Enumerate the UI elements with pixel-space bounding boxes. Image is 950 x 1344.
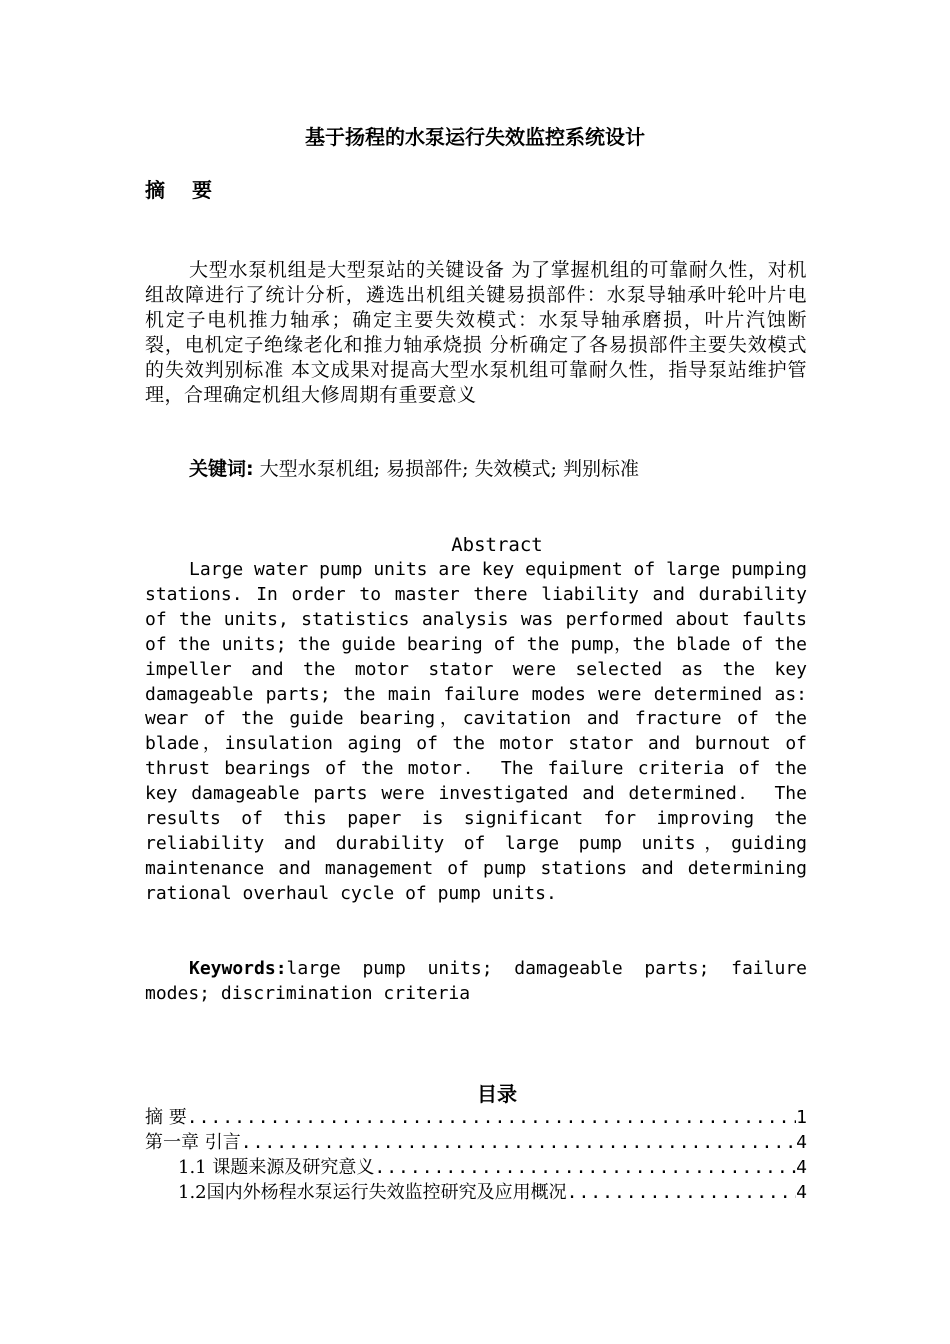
abstract-en-keywords xyxy=(145,956,807,1006)
keywords-en-label: Keywords: xyxy=(189,958,287,979)
toc-entry-chapter-1[interactable] xyxy=(145,1130,807,1155)
toc-entry-text: 1.2国内外杨程水泵运行失效监控研究及应用概况 xyxy=(178,1182,567,1203)
toc-leader-dots xyxy=(187,1105,796,1130)
abstract-cn-heading: 摘 要 xyxy=(145,178,222,202)
abstract-cn-keywords xyxy=(189,457,639,482)
keywords-cn-label: 关键词: xyxy=(189,458,254,480)
keywords-cn-text: 大型水泵机组; 易损部件; 失效模式; 判别标准 xyxy=(253,458,639,480)
toc-heading: 目录 xyxy=(477,1082,517,1106)
toc-leader-dots xyxy=(567,1180,797,1205)
toc-entry-page: 4 xyxy=(796,1157,807,1178)
toc-entry-page: 4 xyxy=(796,1132,807,1153)
abstract-en-heading: Abstract xyxy=(451,534,543,556)
abstract-cn-body: 大型水泵机组是大型泵站的关键设备 为了掌握机组的可靠耐久性，对机组故障进行了统计分析，遴选出机组关键易损部件：水泵导轴承叶轮叶片电机定子电机推力轴承；确定主要失效模式：水泵导轴承磨损，叶片汽蚀断裂，电机定子绝缘老化和推力轴承烧损 分析确定了各易损部件主要失效模式的失效判别标准 本文成果对提高大型水泵机组可靠耐久性，指导泵站维护管理，合理确定机组大修周期有重要意义 xyxy=(145,259,807,406)
table-of-contents xyxy=(145,1105,807,1205)
toc-entry-text: 摘 要 xyxy=(145,1107,187,1128)
abstract-en-body: Large water pump units are key equipment of large pumping stations. In order to master there liability and durability of the units, statistics analysis was performed about faults of the units; the guide bearing of the pump，the blade of the impeller and the motor stator were selected as the key damageable parts; the main failure modes were determined as: wear of the guide bearing，cavitation and fracture of the blade，insulation aging of the motor stator and burnout of thrust bearings of the motor． The failure criteria of the key damageable parts were investigated and determined． The results of this paper is significant for improving the reliability and durability of large pump units，guiding maintenance and management of pump stations and determining rational overhaul cycle of pump units. xyxy=(145,559,807,904)
toc-entry-text: 第一章 引言 xyxy=(145,1132,241,1153)
toc-entry-section-1-2[interactable] xyxy=(145,1180,807,1205)
toc-leader-dots xyxy=(374,1155,796,1180)
toc-entry-page: 1 xyxy=(796,1107,807,1128)
toc-entry-text: 1.1 课题来源及研究意义 xyxy=(178,1157,375,1178)
toc-entry-abstract[interactable] xyxy=(145,1105,807,1130)
toc-entry-section-1-1[interactable] xyxy=(145,1155,807,1180)
page-title: 基于扬程的水泵运行失效监控系统设计 xyxy=(305,125,645,149)
toc-leader-dots xyxy=(241,1130,796,1155)
keywords-en-text: large pump units; damageable parts; failure modes; discrimination criteria xyxy=(145,958,807,1004)
toc-entry-page: 4 xyxy=(796,1182,807,1203)
